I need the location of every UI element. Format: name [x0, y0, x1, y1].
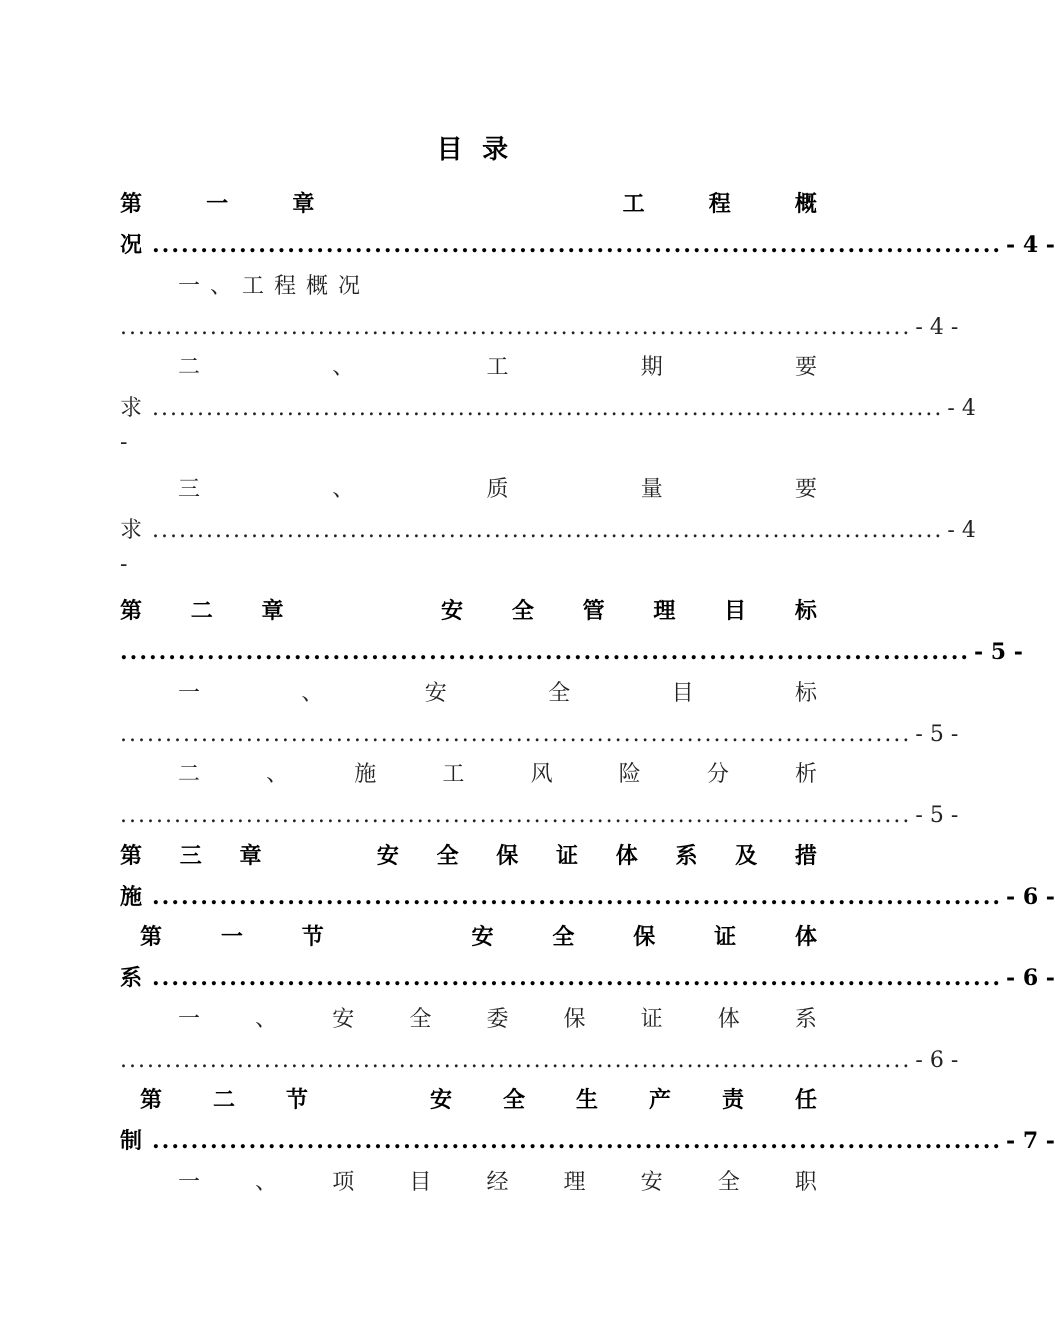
dot-leader: ........................................................................................ — [152, 232, 1003, 258]
dot-leader: ........................................................................................ — [152, 1128, 1003, 1154]
toc-char: 理 — [653, 598, 676, 624]
dot-leader: ........................................................................................ — [152, 884, 1003, 910]
toc-title: 目 录 — [436, 135, 514, 165]
toc-char: 安 — [471, 924, 494, 950]
toc-char: 保 — [563, 1007, 586, 1032]
page-number: - 6 - — [1006, 965, 1055, 991]
toc-char: 风 — [530, 762, 553, 787]
page-number: - 4 - — [915, 315, 959, 340]
toc-char: 章 — [261, 598, 284, 624]
toc-section-1-heading[interactable] — [140, 917, 817, 958]
toc-char: 、 — [266, 762, 289, 787]
toc-section-quality[interactable] — [178, 469, 817, 510]
toc-char: 安 — [424, 681, 447, 706]
toc-section-schedule-leader[interactable] — [120, 388, 976, 429]
toc-section-2-heading[interactable] — [140, 1080, 817, 1121]
toc-char: 二 — [190, 598, 213, 624]
toc-char: 一 — [178, 1007, 201, 1032]
toc-char: 证 — [556, 843, 579, 869]
toc-char: 安 — [376, 843, 399, 869]
toc-subsection-committee[interactable] — [178, 999, 817, 1040]
toc-char: 职 — [794, 1170, 817, 1195]
toc-chapter-2-heading[interactable] — [120, 591, 817, 632]
toc-char: 证 — [714, 924, 737, 950]
toc-char: 三 — [178, 477, 201, 502]
toc-char: 目 — [409, 1170, 432, 1195]
toc-char: 第 — [120, 843, 143, 869]
dot-leader: ........................................................................................ — [120, 1048, 912, 1073]
toc-char: 、 — [301, 681, 324, 706]
toc-char: 经 — [486, 1170, 509, 1195]
toc-char: 目 — [671, 681, 694, 706]
toc-char: 保 — [633, 924, 656, 950]
dot-leader: ........................................................................................ — [152, 965, 1003, 991]
toc-char: 一 — [178, 681, 201, 706]
toc-char: 全 — [511, 598, 534, 624]
toc-char: 管 — [582, 598, 605, 624]
dot-leader: ........................................................................................ — [152, 518, 944, 543]
toc-char: 全 — [548, 681, 571, 706]
toc-char: 系 — [675, 843, 698, 869]
toc-char: 全 — [717, 1170, 740, 1195]
toc-char: 工 — [486, 355, 509, 380]
toc-char: 、 — [255, 1007, 278, 1032]
page-number: - 7 - — [1006, 1128, 1055, 1154]
toc-char: 、 — [332, 477, 355, 502]
dot-leader: ........................................................................................ — [152, 396, 944, 421]
toc-char: 节 — [301, 924, 324, 950]
toc-char: 三 — [179, 843, 202, 869]
toc-section-quality-leader[interactable] — [120, 510, 976, 551]
page-number: - 6 - — [1006, 884, 1055, 910]
toc-char: 安 — [429, 1087, 452, 1113]
toc-char: 产 — [648, 1087, 671, 1113]
toc-char: 体 — [615, 843, 638, 869]
toc-char: 二 — [178, 355, 201, 380]
toc-char: 质 — [486, 477, 509, 502]
toc-tail: 求 — [120, 518, 143, 543]
toc-chapter-1-heading[interactable] — [120, 184, 817, 225]
page-number: - 4 — [947, 518, 976, 543]
toc-subsection-pm-duties[interactable] — [178, 1162, 817, 1203]
dot-leader: ........................................................................................ — [120, 639, 971, 665]
toc-tail: 系 — [120, 965, 143, 991]
toc-char: 项 — [332, 1170, 355, 1195]
toc-char: 第 — [120, 191, 143, 217]
toc-char: 一 — [206, 191, 229, 217]
toc-chapter-2-leader[interactable] — [120, 632, 1023, 673]
toc-char: 施 — [354, 762, 377, 787]
toc-char: 二 — [178, 762, 201, 787]
toc-char: 系 — [794, 1007, 817, 1032]
toc-char: 期 — [640, 355, 663, 380]
toc-char: 委 — [486, 1007, 509, 1032]
page-number: - 5 - — [915, 722, 959, 747]
toc-char: 全 — [502, 1087, 525, 1113]
toc-char: 要 — [794, 355, 817, 380]
toc-char: 标 — [794, 598, 817, 624]
toc-char: 保 — [496, 843, 519, 869]
toc-char: 量 — [640, 477, 663, 502]
page-number: - 6 - — [915, 1048, 959, 1073]
page-number: - 4 - — [1006, 232, 1055, 258]
toc-tail: 况 — [120, 232, 143, 258]
toc-char: 全 — [409, 1007, 432, 1032]
dot-leader: ........................................................................................ — [120, 803, 912, 828]
toc-char: 章 — [292, 191, 315, 217]
toc-section-safety-goal-leader[interactable] — [120, 714, 959, 755]
toc-section-risk-analysis[interactable] — [178, 754, 817, 795]
toc-char: 工 — [442, 762, 465, 787]
dot-leader: ........................................................................................ — [120, 722, 912, 747]
toc-char: 安 — [441, 598, 464, 624]
toc-char: 理 — [563, 1170, 586, 1195]
toc-char: 证 — [640, 1007, 663, 1032]
toc-section-risk-analysis-leader[interactable] — [120, 795, 959, 836]
toc-section-overview[interactable]: 一、工程概况 — [178, 274, 371, 299]
toc-char: 程 — [708, 191, 731, 217]
toc-char: 概 — [794, 191, 817, 217]
toc-char: 、 — [332, 355, 355, 380]
toc-char: 要 — [794, 477, 817, 502]
toc-char: 章 — [239, 843, 262, 869]
toc-char: 全 — [436, 843, 459, 869]
toc-char: 责 — [721, 1087, 744, 1113]
toc-char: 体 — [717, 1007, 740, 1032]
toc-char: 安 — [640, 1170, 663, 1195]
toc-char: 及 — [735, 843, 758, 869]
page-number: - 4 — [947, 396, 976, 421]
page-number: - 5 - — [974, 639, 1023, 665]
toc-section-1-leader[interactable] — [120, 958, 1055, 999]
toc-char: 措 — [794, 843, 817, 869]
toc-tail: 制 — [120, 1128, 143, 1154]
toc-char: 标 — [794, 681, 817, 706]
toc-section-2-leader[interactable] — [120, 1121, 1055, 1162]
toc-char: 目 — [724, 598, 747, 624]
toc-tail: 施 — [120, 884, 143, 910]
toc-tail: 求 — [120, 396, 143, 421]
toc-chapter-3-leader[interactable] — [120, 877, 1055, 918]
toc-char: 全 — [552, 924, 575, 950]
toc-char: 节 — [286, 1087, 309, 1113]
toc-chapter-3-heading[interactable] — [120, 836, 817, 877]
toc-section-schedule[interactable] — [178, 347, 817, 388]
toc-char: 析 — [794, 762, 817, 787]
toc-char: 二 — [213, 1087, 236, 1113]
toc-char: 一 — [178, 1170, 201, 1195]
toc-char: 险 — [618, 762, 641, 787]
toc-char: 分 — [706, 762, 729, 787]
page-number: - 5 - — [915, 803, 959, 828]
toc-char: 工 — [622, 191, 645, 217]
toc-char: 生 — [575, 1087, 598, 1113]
toc-char: 体 — [794, 924, 817, 950]
toc-section-overview-leader[interactable] — [120, 307, 959, 348]
page-number-overflow: - — [120, 552, 128, 577]
toc-subsection-committee-leader[interactable] — [120, 1040, 959, 1081]
toc-char: 安 — [332, 1007, 355, 1032]
toc-chapter-1-leader[interactable] — [120, 225, 1055, 266]
toc-char: 任 — [794, 1087, 817, 1113]
page-number-overflow: - — [120, 430, 128, 455]
toc-char: 第 — [140, 924, 163, 950]
toc-char: 第 — [140, 1087, 163, 1113]
toc-section-safety-goal[interactable] — [178, 673, 817, 714]
toc-char: 第 — [120, 598, 143, 624]
dot-leader: ........................................................................................ — [120, 315, 912, 340]
toc-char: 一 — [220, 924, 243, 950]
toc-char: 、 — [255, 1170, 278, 1195]
